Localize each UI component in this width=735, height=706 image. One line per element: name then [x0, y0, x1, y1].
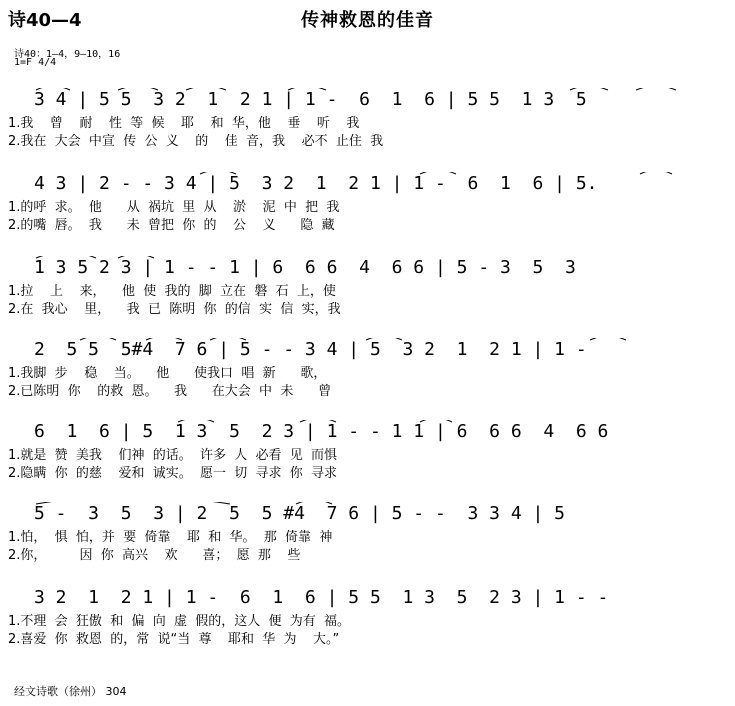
music-system-4 [0, 338, 735, 418]
lyric-verse-1: 1.的呼 求。 他 从 祸坑 里 从 淤 泥 中 把 我 [8, 200, 340, 215]
music-system-7 [0, 586, 735, 666]
notation-line: 1 3 5 2 3 | 1 - - 1 | 6 6 6 4 6 6 | 5 - 3 5 3 [34, 257, 576, 278]
lyric-verse-2: 2.喜爱 你 救恩 的，常 说“当 尊 耶和 华 为 大。” [8, 632, 340, 647]
lyric-verse-2: 2.的嘴 唇。 我 未 曾把 你 的 公 义 隐 藏 [8, 218, 335, 233]
source-footer: 经文诗歌（徐州） 304 [14, 685, 127, 698]
music-system-6 [0, 502, 735, 582]
lyric-verse-1: 1.不理 会 狂傲 和 偏 向 虚 假的，这人 便 为有 福。 [8, 614, 351, 629]
lyric-verse-2: 2.我在 大会 中宣 传 公 义 的 佳 音，我 必不 止住 我 [8, 134, 384, 149]
lyric-verse-2: 2.已陈明 你 的救 恩。 我 在大会 中 未 曾 [8, 384, 332, 399]
lyric-verse-1: 1.怕， 惧 怕，并 要 倚靠 耶 和 华。 那 倚靠 神 [8, 530, 333, 545]
lyric-verse-2: 2.你， 因 你 高兴 欢 喜； 愿 那 些 [8, 548, 301, 563]
notation-line: 2 5 5 5#4 7 6 | 5 - - 3 4 | 5 3 2 1 2 1 | 1 - [34, 339, 587, 360]
notation-line: 6 1 6 | 5 1 3 5 2 3 | 1 - - 1 1 | 6 6 6 4 6 6 [34, 421, 609, 442]
music-system-5 [0, 420, 735, 500]
notation-line: 3 4 | 5 5 3 2 1 2 1 | 1 - 6 1 6 | 5 5 1 3 5 [34, 89, 587, 110]
lyric-verse-1: 1.我 曾 耐 性 等 候 耶 和 华，他 垂 听 我 [8, 116, 360, 131]
song-title: 传神救恩的佳音 [301, 10, 434, 31]
lyric-verse-1: 1.我脚 步 稳 当。 他 使我口 唱 新 歌， [8, 366, 327, 381]
music-system-3 [0, 256, 735, 336]
music-system-1 [0, 88, 735, 168]
psalm-code: 诗40—4 [8, 10, 82, 31]
lyric-verse-1: 1.就是 赞 美我 们神 的话。 许多 人 必看 见 而惧 [8, 448, 338, 463]
notation-line: 4 3 | 2 - - 3 4 | 5 3 2 1 2 1 | 1 - 6 1 6 | 5. [34, 173, 598, 194]
music-system-2 [0, 172, 735, 252]
key-signature: 1=F 4/4 [14, 57, 57, 68]
notation-line: 3 2 1 2 1 | 1 - 6 1 6 | 5 5 1 3 5 2 3 | 1 - - [34, 587, 609, 608]
lyric-verse-1: 1.拉 上 来， 他 使 我的 脚 立在 磐 石 上，使 [8, 284, 336, 299]
lyric-verse-2: 2.在 我心 里， 我 已 陈明 你 的信 实 信 实，我 [8, 302, 341, 317]
lyric-verse-2: 2.隐瞒 你 的慈 爱和 诚实。 愿一 切 寻求 你 寻求 [8, 466, 338, 481]
verse-reference: 诗40：1—4，9—10，16 [14, 49, 121, 60]
notation-line: 5 - 3 5 3 | 2 5 5 #4 7 6 | 5 - - 3 3 4 | 5 [34, 503, 566, 524]
